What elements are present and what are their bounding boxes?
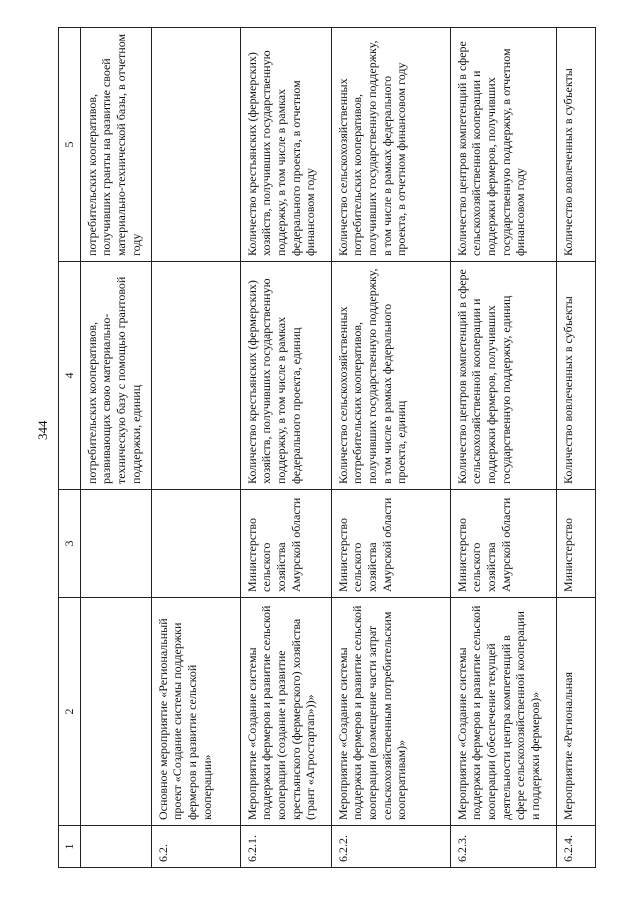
measure-name <box>80 598 151 826</box>
measure-name: Мероприятие «Создание системы поддержки фермеров и развитие сельской кооперации (создание и развитие крестьянского (фермерского) хозяйства (грант «Агростартап»))» <box>240 598 331 826</box>
measure-name: Основное мероприятие «Региональный проект «Создание системы поддержки фермеров и развитие сельской кооперации» <box>151 598 240 826</box>
col-header-2: 2 <box>59 598 81 826</box>
col-header-4: 4 <box>59 262 81 490</box>
table-row <box>151 28 240 868</box>
responsible-executor <box>80 490 151 598</box>
row-number: 6.2.4. <box>556 826 595 868</box>
responsible-executor <box>151 490 240 598</box>
header-row <box>59 28 81 868</box>
indicator-name: потребительских кооперативов, развивающих свою материально-техническую базу с помощью грантовой поддержки, единиц <box>80 262 151 490</box>
col-header-1: 1 <box>59 826 81 868</box>
measure-name: Мероприятие «Создание системы поддержки фермеров и развитие сельской кооперации (обеспечение текущей деятельности центра компетенций в сфере сельскохозяйственной кооперации и поддержки фермеров)» <box>450 598 556 826</box>
responsible-executor: Министерство сельского хозяйства Амурской области <box>450 490 556 598</box>
row-number: 6.2.1. <box>240 826 331 868</box>
indicator-method: Количество крестьянских (фермерских) хозяйств, получивших государственную поддержку, в том числе в рамках федерального проекта, в отчетном финансовом году <box>240 28 331 262</box>
indicator-name <box>151 262 240 490</box>
indicator-name: Количество сельскохозяйственных потребительских кооперативов, получивших государственную поддержку, в том числе в рамках федерального проекта, единиц <box>331 262 450 490</box>
measure-name: Мероприятие «Создание системы поддержки фермеров и развитие сельской кооперации (возмещение части затрат сельскохозяйственным потребительским кооперативам)» <box>331 598 450 826</box>
table-row <box>331 28 450 868</box>
indicator-method: Количество сельскохозяйственных потребительских кооперативов, получивших государственную поддержку, в том числе в рамках федерального проекта, в отчетном финансовом году <box>331 28 450 262</box>
table-row <box>556 28 595 868</box>
indicator-name: Количество вовлеченных в субъекты <box>556 262 595 490</box>
responsible-executor: Министерство сельского хозяйства Амурской области <box>240 490 331 598</box>
indicator-method: Количество вовлеченных в субъекты <box>556 28 595 262</box>
row-number <box>80 826 151 868</box>
row-number: 6.2.2. <box>331 826 450 868</box>
responsible-executor: Министерство <box>556 490 595 598</box>
table-wrapper <box>58 28 606 868</box>
row-number: 6.2. <box>151 826 240 868</box>
program-measures-table <box>58 27 596 868</box>
indicator-method: потребительских кооперативов, получивших гранты на развитие своей материально-технической базы, в отчетном году <box>80 28 151 262</box>
indicator-name: Количество крестьянских (фермерских) хозяйств, получивших государственную поддержку, в том числе в рамках федерального проекта, единиц <box>240 262 331 490</box>
indicator-name: Количество центров компетенций в сфере сельскохозяйственной кооперации и поддержки фермеров, получивших государственную поддержку, единиц <box>450 262 556 490</box>
table-row <box>450 28 556 868</box>
indicator-method: Количество центров компетенций в сфере сельскохозяйственной кооперации и поддержки фермеров, получивших государственную поддержку, в отчетном финансовом году <box>450 28 556 262</box>
table-row <box>240 28 331 868</box>
measure-name: Мероприятие «Региональная <box>556 598 595 826</box>
indicator-method <box>151 28 240 262</box>
col-header-5: 5 <box>59 28 81 262</box>
rotated-page-area <box>58 0 640 905</box>
col-header-3: 3 <box>59 490 81 598</box>
responsible-executor: Министерство сельского хозяйства Амурской области <box>331 490 450 598</box>
table-row <box>80 28 151 868</box>
row-number: 6.2.3. <box>450 826 556 868</box>
page-number: 344 <box>35 420 50 440</box>
